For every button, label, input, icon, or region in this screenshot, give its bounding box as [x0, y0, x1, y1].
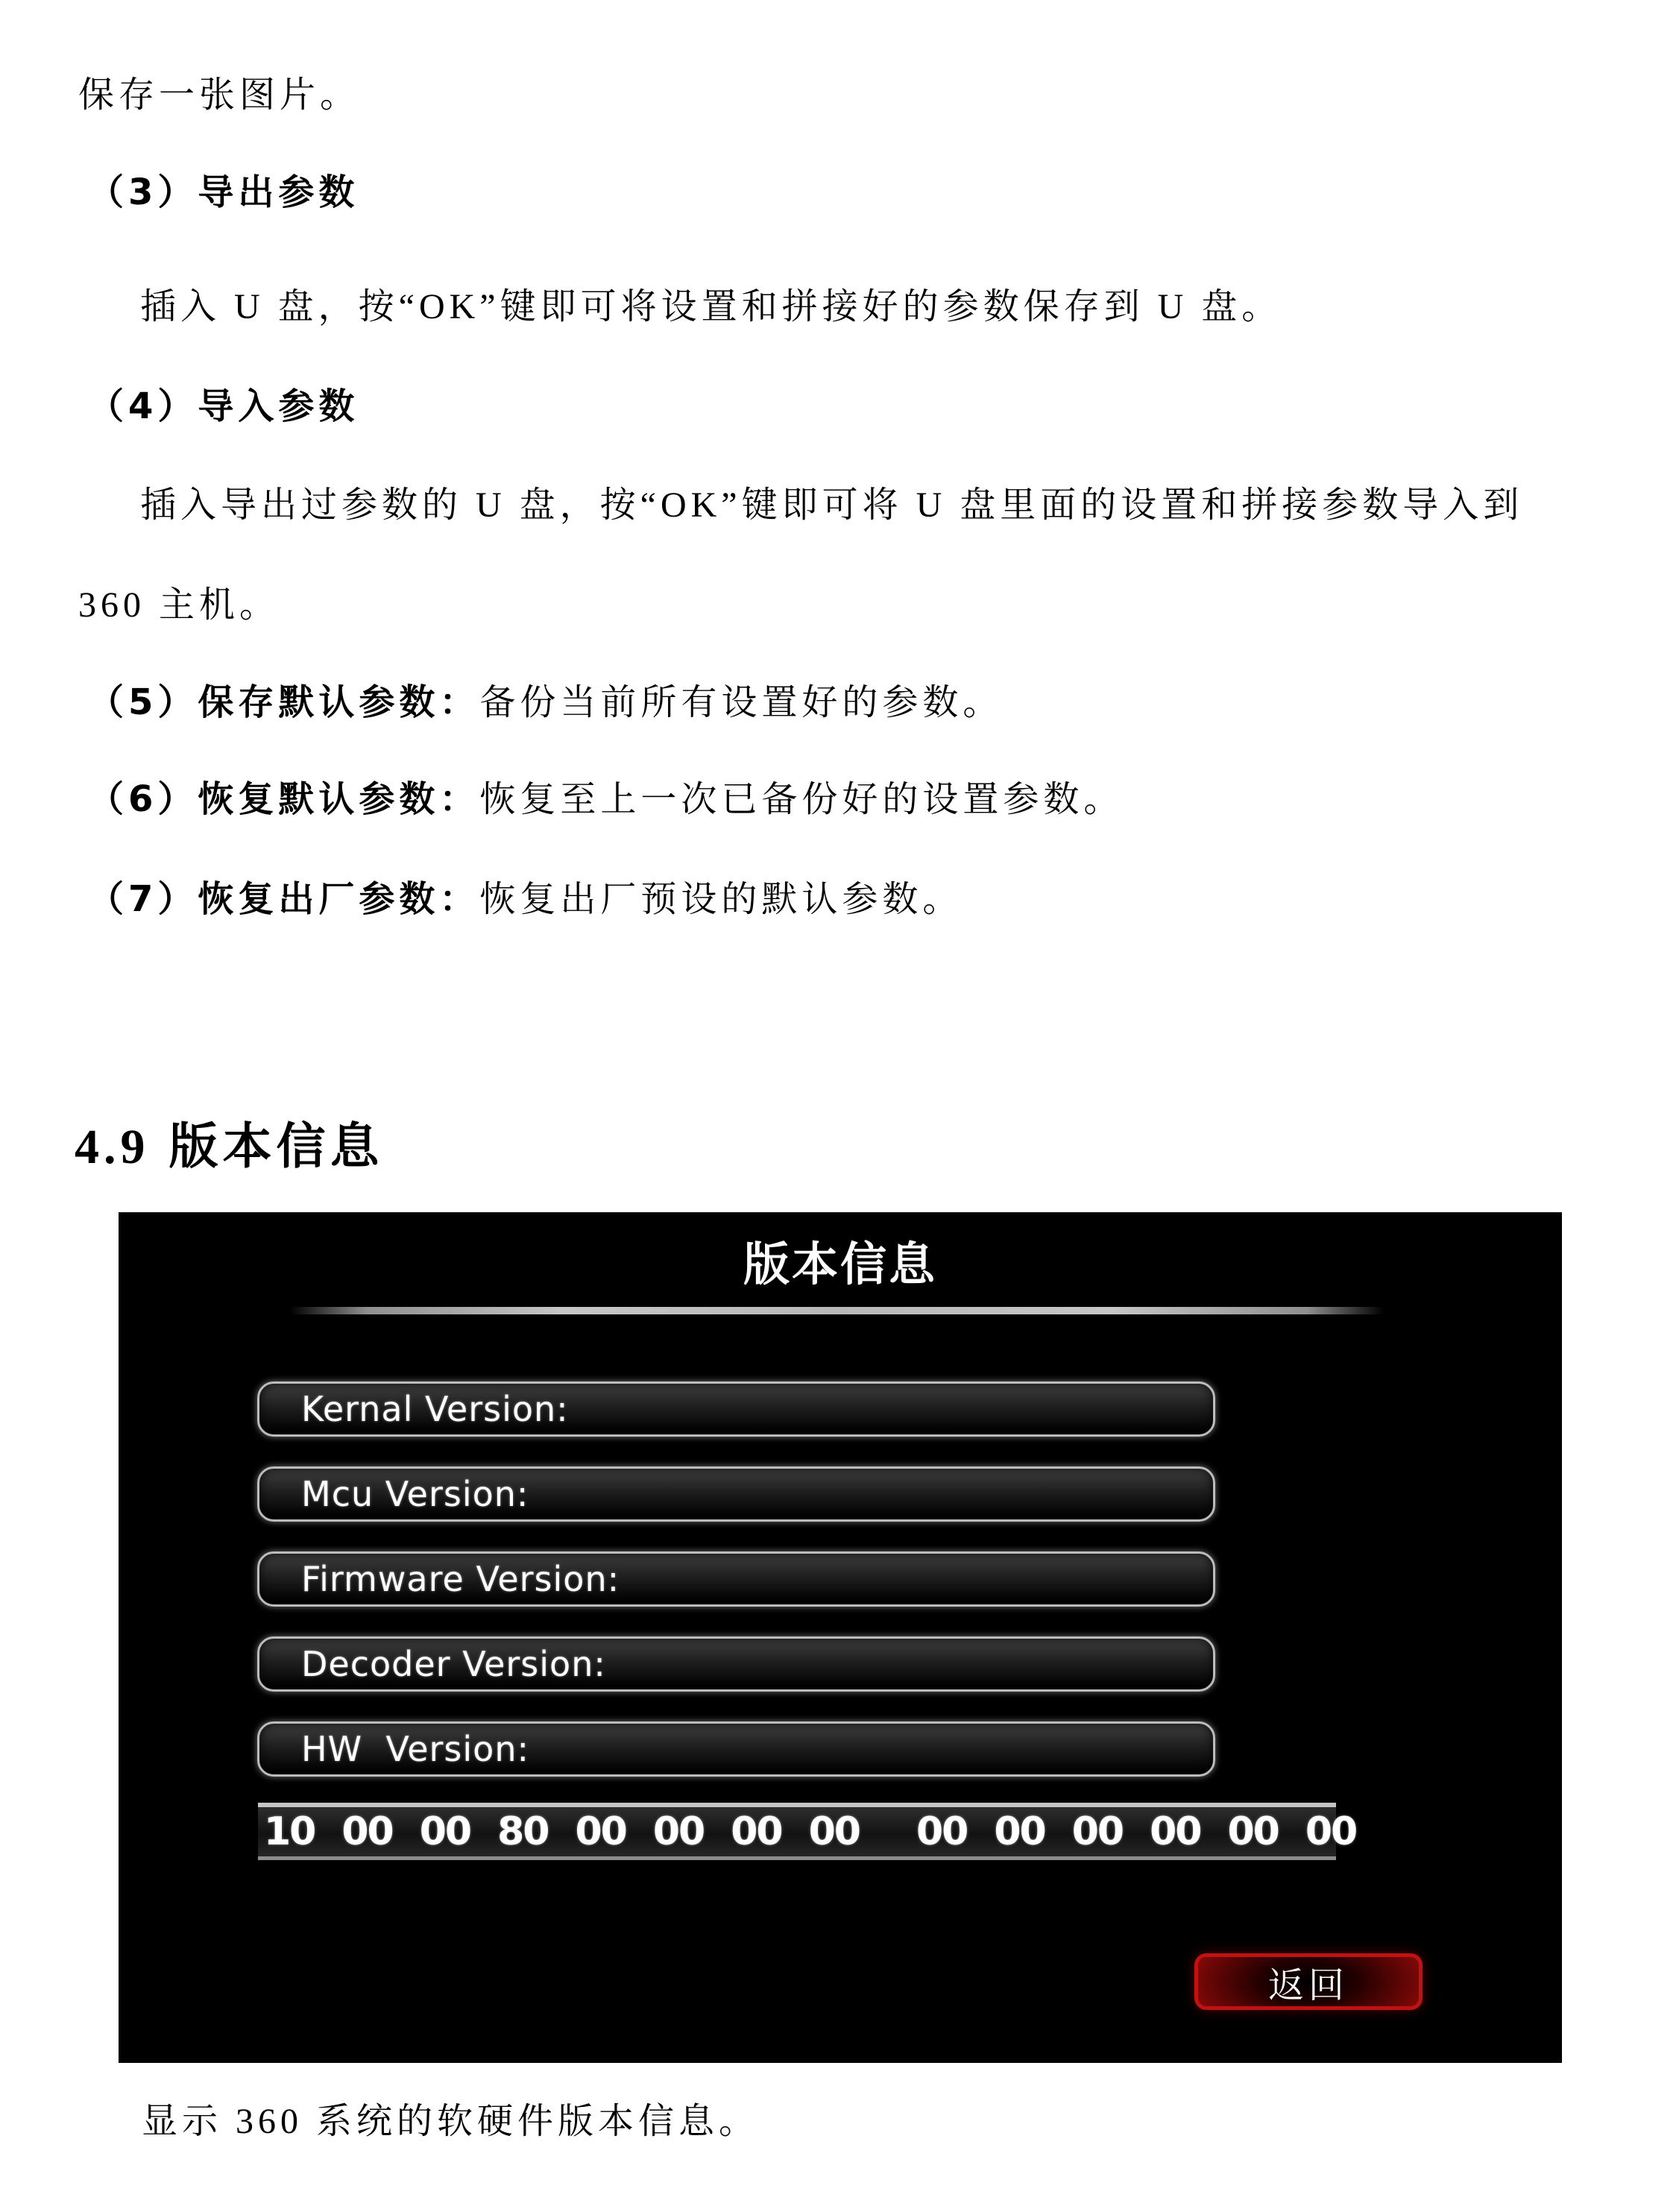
hex-value: 00: [994, 1809, 1045, 1854]
hex-value: 00: [916, 1809, 968, 1854]
item3-body: 插入 U 盘，按“OK”键即可将设置和拼接好的参数保存到 U 盘。: [140, 287, 1282, 327]
hex-value: 00: [1227, 1809, 1279, 1854]
item7-line: [88, 877, 963, 922]
screen-caption: 显示 360 系统的软硬件版本信息。: [142, 2102, 760, 2141]
item6-line: [88, 777, 1124, 822]
item6-label: （6）恢复默认参数：: [88, 778, 480, 820]
hw-version-field: [257, 1721, 1215, 1777]
screen-title: 版本信息: [743, 1237, 937, 1291]
version-hex-row: [258, 1803, 1357, 1860]
mcu-version-label: Mcu Version:: [301, 1474, 529, 1514]
hw-version-label: HW Version:: [301, 1729, 529, 1769]
back-button[interactable]: 返回: [1194, 1953, 1423, 2010]
title-separator: [290, 1307, 1384, 1314]
mcu-version-field: [257, 1466, 1215, 1522]
item3-heading: （3）导出参数: [88, 171, 359, 213]
hex-value: 00: [731, 1809, 782, 1854]
item5-line: [88, 680, 1003, 725]
item4-body-line2: 360 主机。: [78, 585, 280, 625]
item7-desc: 恢复出厂预设的默认参数。: [479, 880, 963, 919]
hex-value: 00: [341, 1809, 393, 1854]
decoder-version-field: [257, 1636, 1215, 1692]
kernal-version-label: Kernal Version:: [301, 1389, 569, 1429]
item5-label: （5）保存默认参数：: [88, 681, 480, 723]
firmware-version-label: Firmware Version:: [301, 1559, 620, 1599]
hex-value: 80: [497, 1809, 549, 1854]
item4-body-line1: 插入导出过参数的 U 盘，按“OK”键即可将 U 盘里面的设置和拼接参数导入到: [140, 485, 1524, 525]
intro-line: 保存一张图片。: [78, 75, 361, 115]
decoder-version-label: Decoder Version:: [301, 1644, 606, 1684]
firmware-version-field: [257, 1551, 1215, 1607]
section-heading: [75, 1106, 384, 1177]
hex-value: 00: [575, 1809, 626, 1854]
section-title: 版本信息: [168, 1118, 384, 1175]
hex-value: 00: [808, 1809, 860, 1854]
hex-value: 00: [419, 1809, 471, 1854]
hex-value: 00: [1150, 1809, 1201, 1854]
item6-desc: 恢复至上一次已备份好的设置参数。: [479, 780, 1124, 819]
version-info-screen: [119, 1212, 1562, 2063]
hex-value: 00: [1305, 1809, 1357, 1854]
item7-label: （7）恢复出厂参数：: [88, 878, 480, 920]
section-number: 4.9: [75, 1120, 150, 1174]
kernal-version-field: [257, 1381, 1215, 1437]
item5-desc: 备份当前所有设置好的参数。: [479, 683, 1004, 722]
hex-value: 00: [652, 1809, 705, 1854]
hex-value: 10: [264, 1809, 315, 1854]
item4-heading: （4）导入参数: [88, 385, 359, 427]
hex-value: 00: [1071, 1809, 1124, 1854]
